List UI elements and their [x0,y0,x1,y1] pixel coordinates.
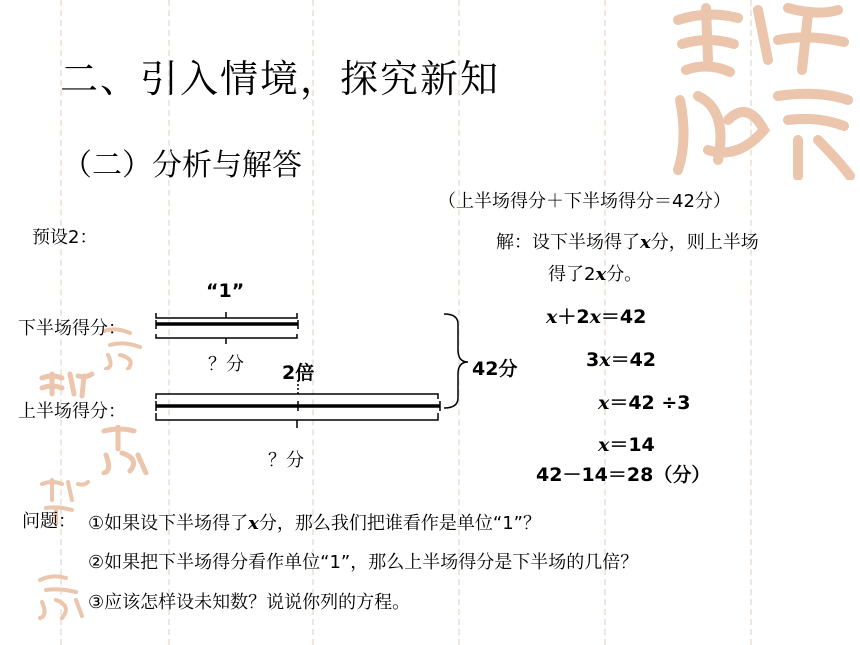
total-note: （上半场得分＋下半场得分＝42分） [438,191,731,212]
equation-3: x＝42 ÷3 [598,392,691,414]
solution-line-1: 解：设下半场得了x分，则上半场 [496,232,759,253]
total-label: 42分 [472,358,518,380]
equation-4: x＝14 [598,434,655,456]
total-brace [444,314,468,408]
question-2: ②如果把下半场得分看作单位“1”，那么上半场得分是下半场的几倍？ [88,552,639,573]
unit-label: “1” [206,280,245,302]
multiple-label: 2倍 [282,362,315,384]
equation-1: x＋2x＝42 [546,306,647,328]
upper-brace [156,413,438,420]
questions-label: 问题： [22,511,76,532]
page-title: 二、引入情境，探究新知 [60,57,501,101]
upper-unknown: ？分 [268,450,304,471]
equation-5: 42－14＝28（分） [536,464,711,486]
lower-unknown: ？分 [208,354,244,375]
upper-half-label: 上半场得分： [18,401,126,422]
lower-brace [156,334,297,338]
question-1: ①如果设下半场得了x分，那么我们把谁看作是单位“1”？ [88,513,541,534]
solution-line-2: 得了2x分。 [548,264,643,285]
question-3: ③应该怎样设未知数？说说你列的方程。 [88,592,411,613]
section-subtitle: （二）分析与解答 [62,148,302,183]
preset-label: 预设2： [32,227,98,248]
equation-2: 3x＝42 [586,349,657,371]
lower-half-label: 下半场得分： [18,318,126,339]
